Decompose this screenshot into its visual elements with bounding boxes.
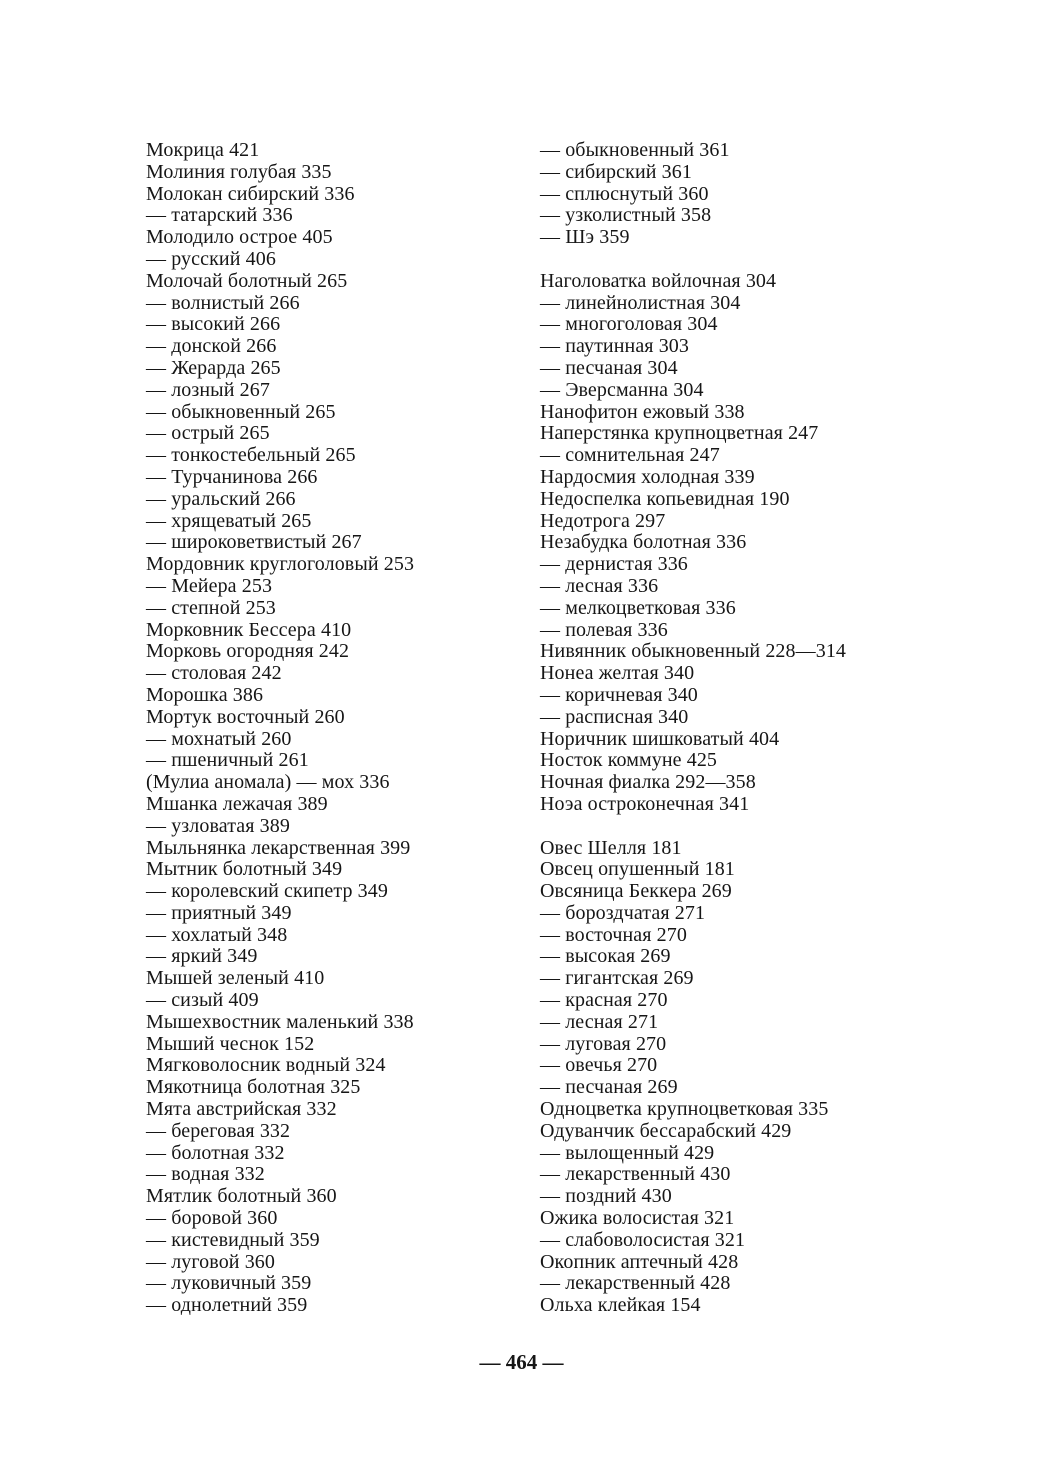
- index-entry: — луковичный 359: [146, 1272, 312, 1295]
- index-entry: — яркий 349: [146, 945, 258, 968]
- index-entry: Мортук восточный 260: [146, 705, 345, 728]
- index-entry: Мордовник круглоголовый 253: [146, 553, 415, 576]
- index-entry: — сибирский 361: [540, 160, 692, 183]
- index-entry: Мытник болотный 349: [146, 858, 343, 881]
- index-column-right: [540, 140, 920, 1317]
- index-entry: — красная 270: [540, 989, 668, 1012]
- index-entry: Носток коммуне 425: [540, 749, 718, 772]
- index-entry: — узловатая 389: [146, 814, 290, 837]
- index-entry: Мыльнянка лекарственная 399: [146, 836, 411, 859]
- index-entry: Морошка 386: [146, 683, 264, 706]
- index-entry: — боровой 360: [146, 1207, 278, 1230]
- index-entry: — тонкостебельный 265: [146, 444, 356, 467]
- index-entry: Молокан сибирский 336: [146, 182, 355, 205]
- index-entry: — Жерарда 265: [146, 356, 281, 379]
- index-entry: — степной 253: [146, 596, 276, 619]
- index-entry: — лозный 267: [146, 378, 270, 401]
- index-entry: Норичник шишковатый 404: [540, 727, 780, 750]
- index-entry: Мята австрийская 332: [146, 1098, 337, 1121]
- index-entry: — коричневая 340: [540, 683, 698, 706]
- index-entry: — мохнатый 260: [146, 727, 292, 750]
- index-entry: — столовая 242: [146, 662, 282, 685]
- index-entry: Мятлик болотный 360: [146, 1185, 337, 1208]
- index-entry: — волнистый 266: [146, 291, 300, 314]
- index-entry: — лесная 271: [540, 1010, 659, 1033]
- page-number: — 464 —: [479, 1350, 564, 1374]
- index-entry: Мякотница болотная 325: [146, 1076, 361, 1099]
- index-entry: Нардосмия холодная 339: [540, 465, 755, 488]
- index-entry: — Эверсманна 304: [540, 378, 704, 401]
- index-entry: — донской 266: [146, 335, 277, 358]
- index-entry: — луговая 270: [540, 1032, 667, 1055]
- index-entry: (Мулиа аномала) — мох 336: [146, 771, 390, 794]
- index-entry: — лекарственный 430: [540, 1163, 731, 1186]
- index-entry: — русский 406: [146, 247, 276, 270]
- index-entry: — королевский скипетр 349: [146, 880, 388, 903]
- index-entry: Незабудка болотная 336: [540, 531, 747, 554]
- index-entry: — луговой 360: [146, 1250, 275, 1273]
- index-entry: — татарский 336: [146, 204, 293, 227]
- index-entry: Молодило острое 405: [146, 226, 333, 249]
- index-column-left: [146, 140, 516, 1317]
- index-entry: Наперстянка крупноцветная 247: [540, 422, 819, 445]
- index-entry: Морковь огородняя 242: [146, 640, 350, 663]
- index-entry: Ноэа остроконечная 341: [540, 792, 750, 815]
- index-entry: Одуванчик бессарабский 429: [540, 1119, 792, 1142]
- index-entry: — песчаная 304: [540, 356, 678, 379]
- index-entry: — лекарственный 428: [540, 1272, 731, 1295]
- index-entry: Молиния голубая 335: [146, 160, 332, 183]
- index-entry: — высокая 269: [540, 945, 671, 968]
- index-entry: — высокий 266: [146, 313, 281, 336]
- index-entry: Овсец опушенный 181: [540, 858, 735, 881]
- index-entry: Мокрица 421: [146, 139, 260, 161]
- index-entry: — обыкновенный 361: [540, 139, 730, 161]
- index-entry: — пшеничный 261: [146, 749, 309, 772]
- index-entry: — сомнительная 247: [540, 444, 720, 467]
- index-entry: Ольха клейкая 154: [540, 1294, 701, 1317]
- index-entry: — линейнолистная 304: [540, 291, 741, 314]
- index-entry: Ночная фиалка 292—358: [540, 771, 756, 794]
- index-entry: — хрящеватый 265: [146, 509, 312, 532]
- index-entry: Мышехвостник маленький 338: [146, 1010, 414, 1033]
- index-entry: — береговая 332: [146, 1119, 291, 1142]
- index-entry: — гигантская 269: [540, 967, 694, 990]
- index-entry: Окопник аптечный 428: [540, 1250, 739, 1273]
- index-entry: — дернистая 336: [540, 553, 688, 576]
- index-entry: — острый 265: [146, 422, 270, 445]
- index-entry: Наголоватка войлочная 304: [540, 269, 777, 292]
- index-entry: Недоспелка копьевидная 190: [540, 487, 790, 510]
- index-entry: — Мейера 253: [146, 574, 273, 597]
- index-entry: — Шэ 359: [540, 226, 630, 249]
- index-entry: Нанофитон ежовый 338: [540, 400, 745, 423]
- index-entry: — уральский 266: [146, 487, 296, 510]
- index-entry: — Турчанинова 266: [146, 465, 318, 488]
- index-entry: — приятный 349: [146, 901, 292, 924]
- index-entry: — обыкновенный 265: [146, 400, 336, 423]
- index-entry: — паутинная 303: [540, 335, 689, 358]
- index-entry: Мягковолосник водный 324: [146, 1054, 386, 1077]
- index-entry: Мыший чеснок 152: [146, 1032, 315, 1055]
- index-entry: — сизый 409: [146, 989, 259, 1012]
- index-entry: — однолетний 359: [146, 1294, 308, 1317]
- index-entry: — сплюснутый 360: [540, 182, 709, 205]
- index-entry: Овсяница Беккера 269: [540, 880, 732, 903]
- index-entry: Ожика волосистая 321: [540, 1207, 735, 1230]
- index-entry: — многоголовая 304: [540, 313, 718, 336]
- index-entry: — поздний 430: [540, 1185, 672, 1208]
- index-entry: Овес Шелля 181: [540, 836, 682, 859]
- index-entry: — полевая 336: [540, 618, 668, 641]
- index-entry: — песчаная 269: [540, 1076, 678, 1099]
- index-entry: — слабоволосистая 321: [540, 1228, 746, 1251]
- index-entry: — хохлатый 348: [146, 923, 288, 946]
- section-gap: [540, 816, 920, 838]
- index-entry: — бороздчатая 271: [540, 901, 706, 924]
- index-entry: — вылощенный 429: [540, 1141, 715, 1164]
- index-entry: — мелкоцветковая 336: [540, 596, 736, 619]
- index-entry: — узколистный 358: [540, 204, 712, 227]
- index-entry: — водная 332: [146, 1163, 265, 1186]
- index-entry: Нивянник обыкновенный 228—314: [540, 640, 847, 663]
- index-entry: — широковетвистый 267: [146, 531, 362, 554]
- index-entry: — лесная 336: [540, 574, 659, 597]
- index-entry: — кистевидный 359: [146, 1228, 320, 1251]
- index-entry: — восточная 270: [540, 923, 687, 946]
- index-entry: Молочай болотный 265: [146, 269, 348, 292]
- index-entry: Мшанка лежачая 389: [146, 792, 328, 815]
- index-entry: Недотрога 297: [540, 509, 666, 532]
- section-gap: [540, 249, 920, 271]
- index-entry: Нонеа желтая 340: [540, 662, 695, 685]
- index-entry: Одноцветка крупноцветковая 335: [540, 1098, 829, 1121]
- index-entry: — расписная 340: [540, 705, 689, 728]
- index-entry: — овечья 270: [540, 1054, 658, 1077]
- index-entry: Мышей зеленый 410: [146, 967, 325, 990]
- index-entry: — болотная 332: [146, 1141, 285, 1164]
- index-entry: Морковник Бессера 410: [146, 618, 352, 641]
